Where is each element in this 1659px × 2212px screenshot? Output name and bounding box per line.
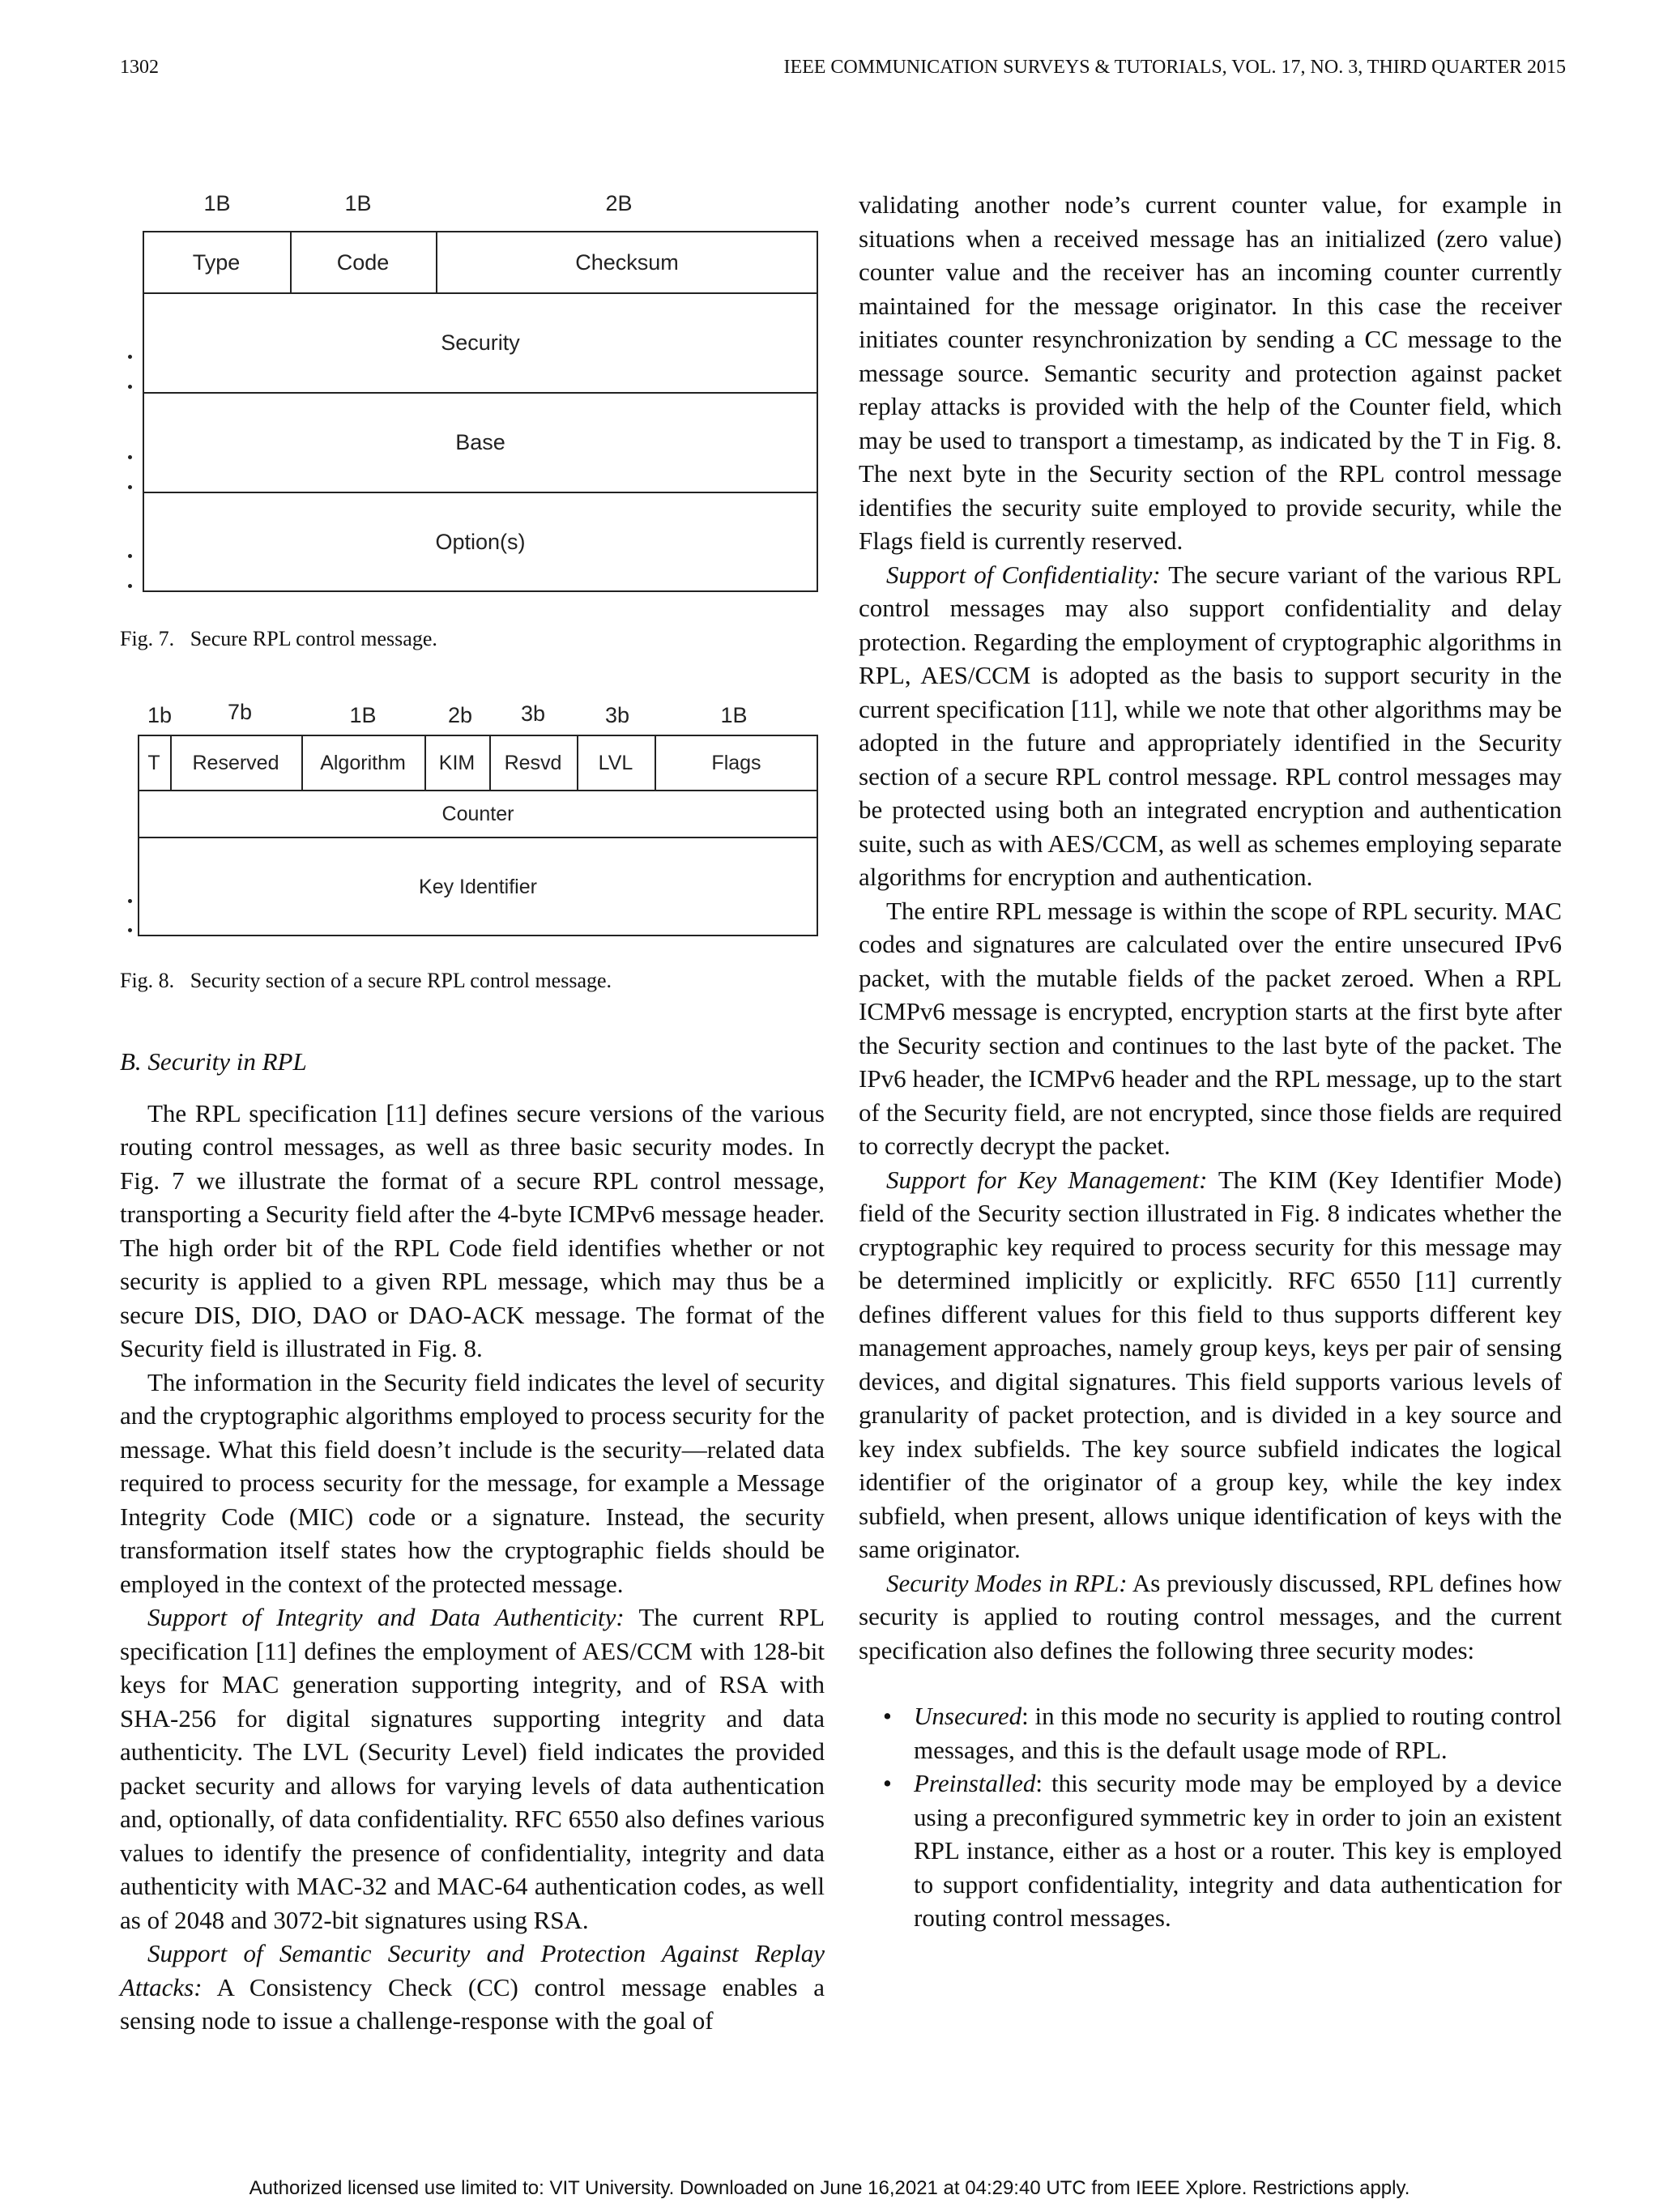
ellipsis-dot	[128, 928, 132, 932]
fig8-size-label: 1b	[147, 703, 173, 727]
fig7-field-base: Base	[455, 430, 505, 454]
paragraph-heading: Support of Semantic Security and Protection Against Replay Attacks:	[120, 1939, 825, 2001]
fig7-size-type: 1B	[203, 191, 231, 215]
ellipsis-dot	[128, 899, 132, 903]
paragraph: Support of Semantic Security and Protection Against Replay Attacks: A Consistency Check (CC) control message enables a sensing node to issue a challenge-response with the goal of	[120, 1939, 825, 2035]
fig8-field-flags: Flags	[711, 751, 761, 774]
paragraph-heading: Security Modes in RPL:	[886, 1568, 1128, 1597]
right-column	[859, 188, 1562, 1935]
fig7-field-options: Option(s)	[435, 530, 526, 554]
bullet-icon: •	[883, 1769, 892, 1797]
list-item: • Preinstalled: this security mode may be employed by a device using a preconfigured symmetric key in order to join an existent RPL instance, either as a host or a router. This key is employed to support confidentiality, integrity and data authentication for routing control messages.	[859, 1767, 1562, 1935]
paragraph: The information in the Security field indicates the level of security and the cryptographic algorithms employed to process security for the message. What this field doesn’t include is the security—related data required to process security for the message, for example a Message Integrity Code (MIC) code or a signature. Instead, the security transformation itself states how the cryptographic fields should be employed in the context of the protected message.	[120, 1367, 825, 1598]
fig8-size-label: 2b	[447, 703, 473, 727]
fig8-size-label: 1B	[720, 703, 748, 727]
ellipsis-dot	[128, 584, 132, 588]
fig8-field-kim: KIM	[438, 751, 476, 774]
ellipsis-dot	[128, 455, 132, 459]
ellipsis-dot	[128, 385, 132, 389]
section-heading: B. Security in RPL	[120, 1047, 307, 1076]
paragraph: Support for Key Management: The KIM (Key Identifier Mode) field of the Security section illustrated in Fig. 8 indicates whether the cryptographic key required to process security for this message may be determined implicitly or explicitly. RFC 6550 [11] currently defines different values for this field to thus supports different key management approaches, namely group keys, keys per pair of sensing devices, and digital signatures. This field supports various levels of granularity of packet protection, and is divided in a key source and key index subfields. The key source subfield indicates the logical identifier of the originator of a group key, while the key index subfield, when present, allows unique identification of keys with the same originator.	[859, 1165, 1562, 1563]
ellipsis-dot	[128, 554, 132, 558]
ellipsis-dot	[128, 355, 132, 359]
license-footer: Authorized licensed use limited to: VIT University. Downloaded on June 16,2021 at 04:29:40 UTC from IEEE Xplore. Restrictions apply.	[249, 2177, 1410, 2199]
paragraph-heading: Support of Confidentiality:	[886, 560, 1161, 589]
page-number: 1302	[120, 57, 159, 78]
list-item: • Unsecured: in this mode no security is applied to routing control messages, and this is the default usage mode of RPL.	[859, 1699, 1562, 1767]
fig8-field-counter: Counter	[441, 802, 514, 825]
fig7-field-checksum: Checksum	[575, 249, 679, 275]
fig8-size-label: 3b	[520, 701, 546, 726]
bullet-icon: •	[883, 1702, 892, 1730]
fig8-field-lvl: LVL	[598, 751, 633, 774]
fig7-size-checksum: 2B	[605, 191, 633, 215]
fig8-field-t: T	[147, 751, 160, 774]
fig7-size-code: 1B	[344, 191, 372, 215]
fig7-caption: Fig. 7. Secure RPL control message.	[120, 627, 437, 650]
fig8-field-key-identifier: Key Identifier	[419, 875, 537, 898]
fig8-field-algorithm: Algorithm	[320, 751, 406, 774]
ellipsis-dot	[128, 485, 132, 489]
paragraph: Support of Integrity and Data Authenticity: The current RPL specification [11] defines the employment of AES/CCM with 128-bit keys for MAC generation supporting integrity, and of RSA with SHA-256 for digital signatures supporting integrity and data authenticity. The LVL (Security Level) field indicates the provided packet security and allows for varying levels of data authentication and, optionally, of data confidentiality. RFC 6550 also defines various values to identify the presence of confidentiality, integrity and data authenticity with MAC-32 and MAC-64 authentication codes, as well as of 2048 and 3072-bit signatures using RSA.	[120, 1603, 825, 1934]
paragraph: The entire RPL message is within the scope of RPL security. MAC codes and signatures are calculated over the entire unsecured IPv6 packet, with the mutable fields of the packet zeroed. When a RPL ICMPv6 message is encrypted, encryption starts at the first byte after the Security section and continues to the last byte of the packet. The IPv6 header, the ICMPv6 header and the RPL message, up to the start of the Security field, are not encrypted, since those fields are required to correctly decrypt the packet.	[859, 896, 1562, 1160]
fig7-field-type: Type	[192, 249, 241, 275]
fig8-field-resvd: Resvd	[504, 751, 562, 774]
fig7-field-security: Security	[441, 330, 520, 355]
paragraph: The RPL specification [11] defines secure versions of the various routing control messages, as well as three basic security modes. In Fig. 7 we illustrate the format of a secure RPL control message, transporting a Security field after the 4-byte ICMPv6 message header. The high order bit of the RPL Code field identifies whether or not security is applied to a given RPL message, which may thus be a secure DIS, DIO, DAO or DAO-ACK message. The format of the Security field is illustrated in Fig. 8.	[120, 1098, 825, 1362]
fig8-size-label: 3b	[604, 703, 630, 727]
fig8-caption: Fig. 8. Security section of a secure RPL control message.	[120, 969, 612, 992]
journal-header: IEEE COMMUNICATION SURVEYS & TUTORIALS, VOL. 17, NO. 3, THIRD QUARTER 2015	[783, 57, 1566, 78]
left-column	[120, 1045, 825, 2038]
fig8-size-label: 7b	[227, 700, 253, 724]
paragraph: validating another node’s current counter value, for example in situations when a received message has an initialized (zero value) counter value and the receiver has an incoming counter currently maintained for the message originator. In this case the receiver initiates counter resynchronization by sending a CC message to the message source. Semantic security and protection against packet replay attacks is provided with the help of the Counter field, which may be used to transport a timestamp, as indicated by the T in Fig. 8. The next byte in the Security section of the RPL control message identifies the security suite employed to provide security, while the Flags field is currently reserved.	[859, 190, 1562, 555]
fig8-field-reserved: Reserved	[192, 751, 279, 774]
paragraph-heading: Support of Integrity and Data Authenticity:	[147, 1603, 625, 1631]
paragraph: Security Modes in RPL: As previously discussed, RPL defines how security is applied to routing control messages, and the current specification also defines the following three security modes:	[859, 1568, 1562, 1664]
paragraph-heading: Support for Key Management:	[886, 1165, 1208, 1194]
fig8-size-label: 1B	[349, 703, 377, 727]
fig7-field-code: Code	[336, 249, 390, 275]
security-modes-list	[859, 1699, 1562, 1935]
paragraph: Support of Confidentiality: The secure variant of the various RPL control messages may also support confidentiality and delay protection. Regarding the employment of cryptographic algorithms in RPL, AES/CCM is adopted as the basis to support security in the current specification [11], while we note that other algorithms may be adopted in the future and appropriately identified in the Security section of a secure RPL control message. RPL control messages may be protected using both an integrated encryption and authentication suite, such as with AES/CCM, as well as schemes employing separate algorithms for encryption and authentication.	[859, 560, 1562, 891]
